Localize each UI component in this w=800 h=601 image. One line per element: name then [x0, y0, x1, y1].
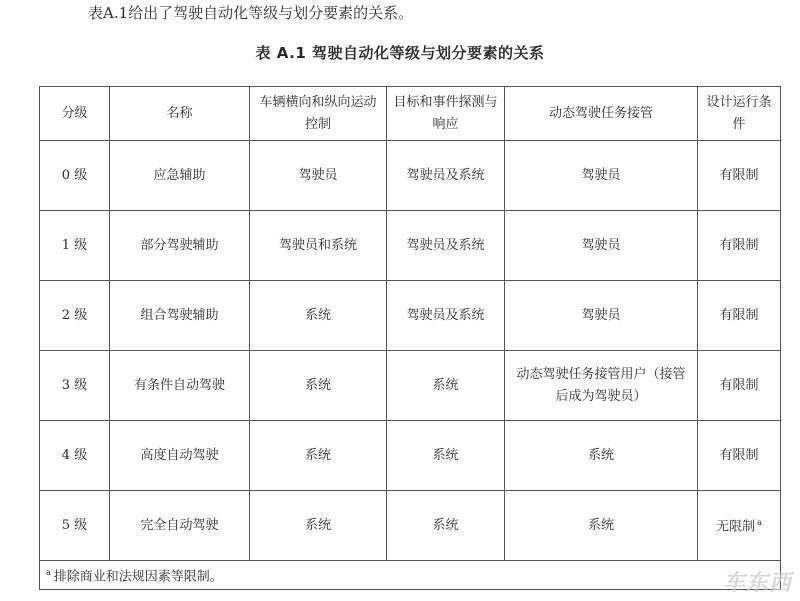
cell-odd-text: 无限制	[716, 519, 756, 535]
cell-detection-response: 驾驶员及系统	[387, 141, 505, 211]
cell-name: 完全自动驾驶	[110, 491, 250, 561]
table-row	[40, 141, 781, 211]
cell-takeover: 动态驾驶任务接管用户（接管后成为驾驶员）	[505, 351, 698, 421]
cell-name: 组合驾驶辅助	[110, 281, 250, 351]
table-row	[40, 421, 781, 491]
cell-detection-response: 驾驶员及系统	[387, 211, 505, 281]
footnote-marker: a	[46, 567, 51, 577]
cell-takeover: 驾驶员	[505, 281, 698, 351]
table-row	[40, 491, 781, 561]
header-takeover: 动态驾驶任务接管	[505, 87, 698, 141]
footnote-marker: a	[757, 518, 762, 528]
watermark-logo: 车东西	[722, 571, 792, 596]
cell-motion-control: 系统	[250, 491, 387, 561]
table-caption: 表 A.1 驾驶自动化等级与划分要素的关系	[255, 44, 545, 62]
cell-detection-response: 系统	[387, 491, 505, 561]
header-detection-response: 目标和事件探测与响应	[387, 87, 505, 141]
header-odd: 设计运行条件	[698, 87, 781, 141]
cell-odd: 有限制	[698, 141, 781, 211]
table-header-row	[40, 87, 781, 141]
cell-odd: 有限制	[698, 421, 781, 491]
cell-motion-control: 系统	[250, 351, 387, 421]
cell-level: 1 级	[40, 211, 110, 281]
intro-paragraph: 表A.1给出了驾驶自动化等级与划分要素的关系。	[88, 4, 414, 22]
cell-odd: 有限制	[698, 211, 781, 281]
header-level: 分级	[40, 87, 110, 141]
table-footnote-row	[40, 561, 781, 590]
cell-name: 高度自动驾驶	[110, 421, 250, 491]
header-motion-control: 车辆横向和纵向运动控制	[250, 87, 387, 141]
cell-level: 3 级	[40, 351, 110, 421]
cell-detection-response: 系统	[387, 351, 505, 421]
cell-level: 5 级	[40, 491, 110, 561]
cell-name: 有条件自动驾驶	[110, 351, 250, 421]
table-row	[40, 351, 781, 421]
cell-motion-control: 驾驶员	[250, 141, 387, 211]
cell-name: 部分驾驶辅助	[110, 211, 250, 281]
cell-takeover: 系统	[505, 421, 698, 491]
cell-level: 2 级	[40, 281, 110, 351]
cell-takeover: 驾驶员	[505, 211, 698, 281]
cell-level: 4 级	[40, 421, 110, 491]
cell-odd	[698, 491, 781, 561]
table-row	[40, 211, 781, 281]
table-row	[40, 281, 781, 351]
cell-odd: 有限制	[698, 351, 781, 421]
cell-takeover: 系统	[505, 491, 698, 561]
cell-detection-response: 系统	[387, 421, 505, 491]
automation-level-table	[39, 86, 781, 590]
cell-motion-control: 系统	[250, 281, 387, 351]
cell-odd: 有限制	[698, 281, 781, 351]
cell-motion-control: 系统	[250, 421, 387, 491]
cell-level: 0 级	[40, 141, 110, 211]
table-footnote	[40, 561, 781, 590]
cell-motion-control: 驾驶员和系统	[250, 211, 387, 281]
cell-name: 应急辅助	[110, 141, 250, 211]
header-name: 名称	[110, 87, 250, 141]
cell-detection-response: 驾驶员及系统	[387, 281, 505, 351]
footnote-text: 排除商业和法规因素等限制。	[53, 569, 223, 585]
cell-takeover: 驾驶员	[505, 141, 698, 211]
